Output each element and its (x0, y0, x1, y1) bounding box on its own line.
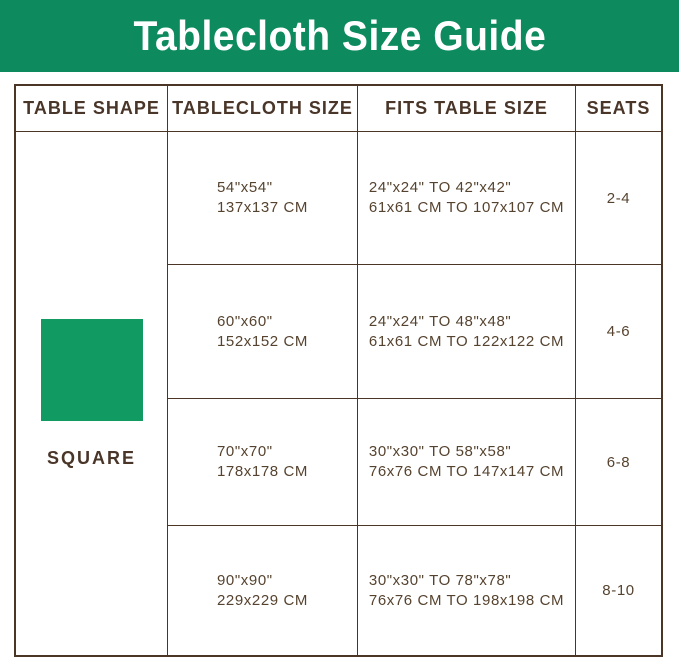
tablecloth-size-cell (168, 132, 358, 265)
fits-size-inches: 30"x30" TO 78"x78" (368, 571, 512, 589)
fits-size-inches: 30"x30" TO 58"x58" (368, 443, 512, 460)
tablecloth-size-inches: 60"x60" (216, 312, 273, 330)
shape-cell (16, 132, 168, 655)
header-banner (0, 0, 679, 72)
column-header-fits-table-size: FITS TABLE SIZE (358, 86, 576, 132)
fits-table-size-cell (358, 399, 576, 526)
tablecloth-size-cell (168, 399, 358, 526)
page-title: Tablecloth Size Guide (133, 12, 546, 59)
seats-cell: 6-8 (576, 399, 661, 526)
tablecloth-size-cell (168, 526, 358, 655)
tablecloth-size-inches: 70"x70" (216, 443, 273, 460)
fits-table-size-cell (358, 265, 576, 399)
fits-size-cm: 76x76 CM TO 198x198 CM (368, 591, 565, 609)
fits-size-cm: 61x61 CM TO 107x107 CM (368, 199, 565, 216)
square-shape-icon (41, 319, 143, 421)
seats-cell: 2-4 (576, 132, 661, 265)
fits-size-cm: 76x76 CM TO 147x147 CM (368, 463, 565, 480)
column-header-tablecloth-size: TABLECLOTH SIZE (168, 86, 358, 132)
tablecloth-size-cell (168, 265, 358, 399)
tablecloth-size-inches: 54"x54" (216, 179, 273, 196)
tablecloth-size-cm: 137x137 CM (216, 199, 309, 216)
fits-table-size-cell (358, 132, 576, 265)
seats-cell: 4-6 (576, 265, 661, 399)
tablecloth-size-inches: 90"x90" (216, 571, 273, 589)
tablecloth-size-cm: 178x178 CM (216, 463, 309, 480)
fits-size-cm: 61x61 CM TO 122x122 CM (368, 332, 565, 350)
size-guide-table (14, 84, 663, 657)
tablecloth-size-cm: 152x152 CM (216, 332, 309, 350)
column-header-seats: SEATS (576, 86, 661, 132)
column-header-table-shape: TABLE SHAPE (16, 86, 168, 132)
fits-size-inches: 24"x24" TO 42"x42" (368, 179, 512, 196)
shape-label: SQUARE (46, 447, 136, 468)
tablecloth-size-cm: 229x229 CM (216, 591, 309, 609)
seats-cell: 8-10 (602, 582, 635, 599)
fits-size-inches: 24"x24" TO 48"x48" (368, 312, 512, 330)
fits-table-size-cell (358, 526, 576, 655)
